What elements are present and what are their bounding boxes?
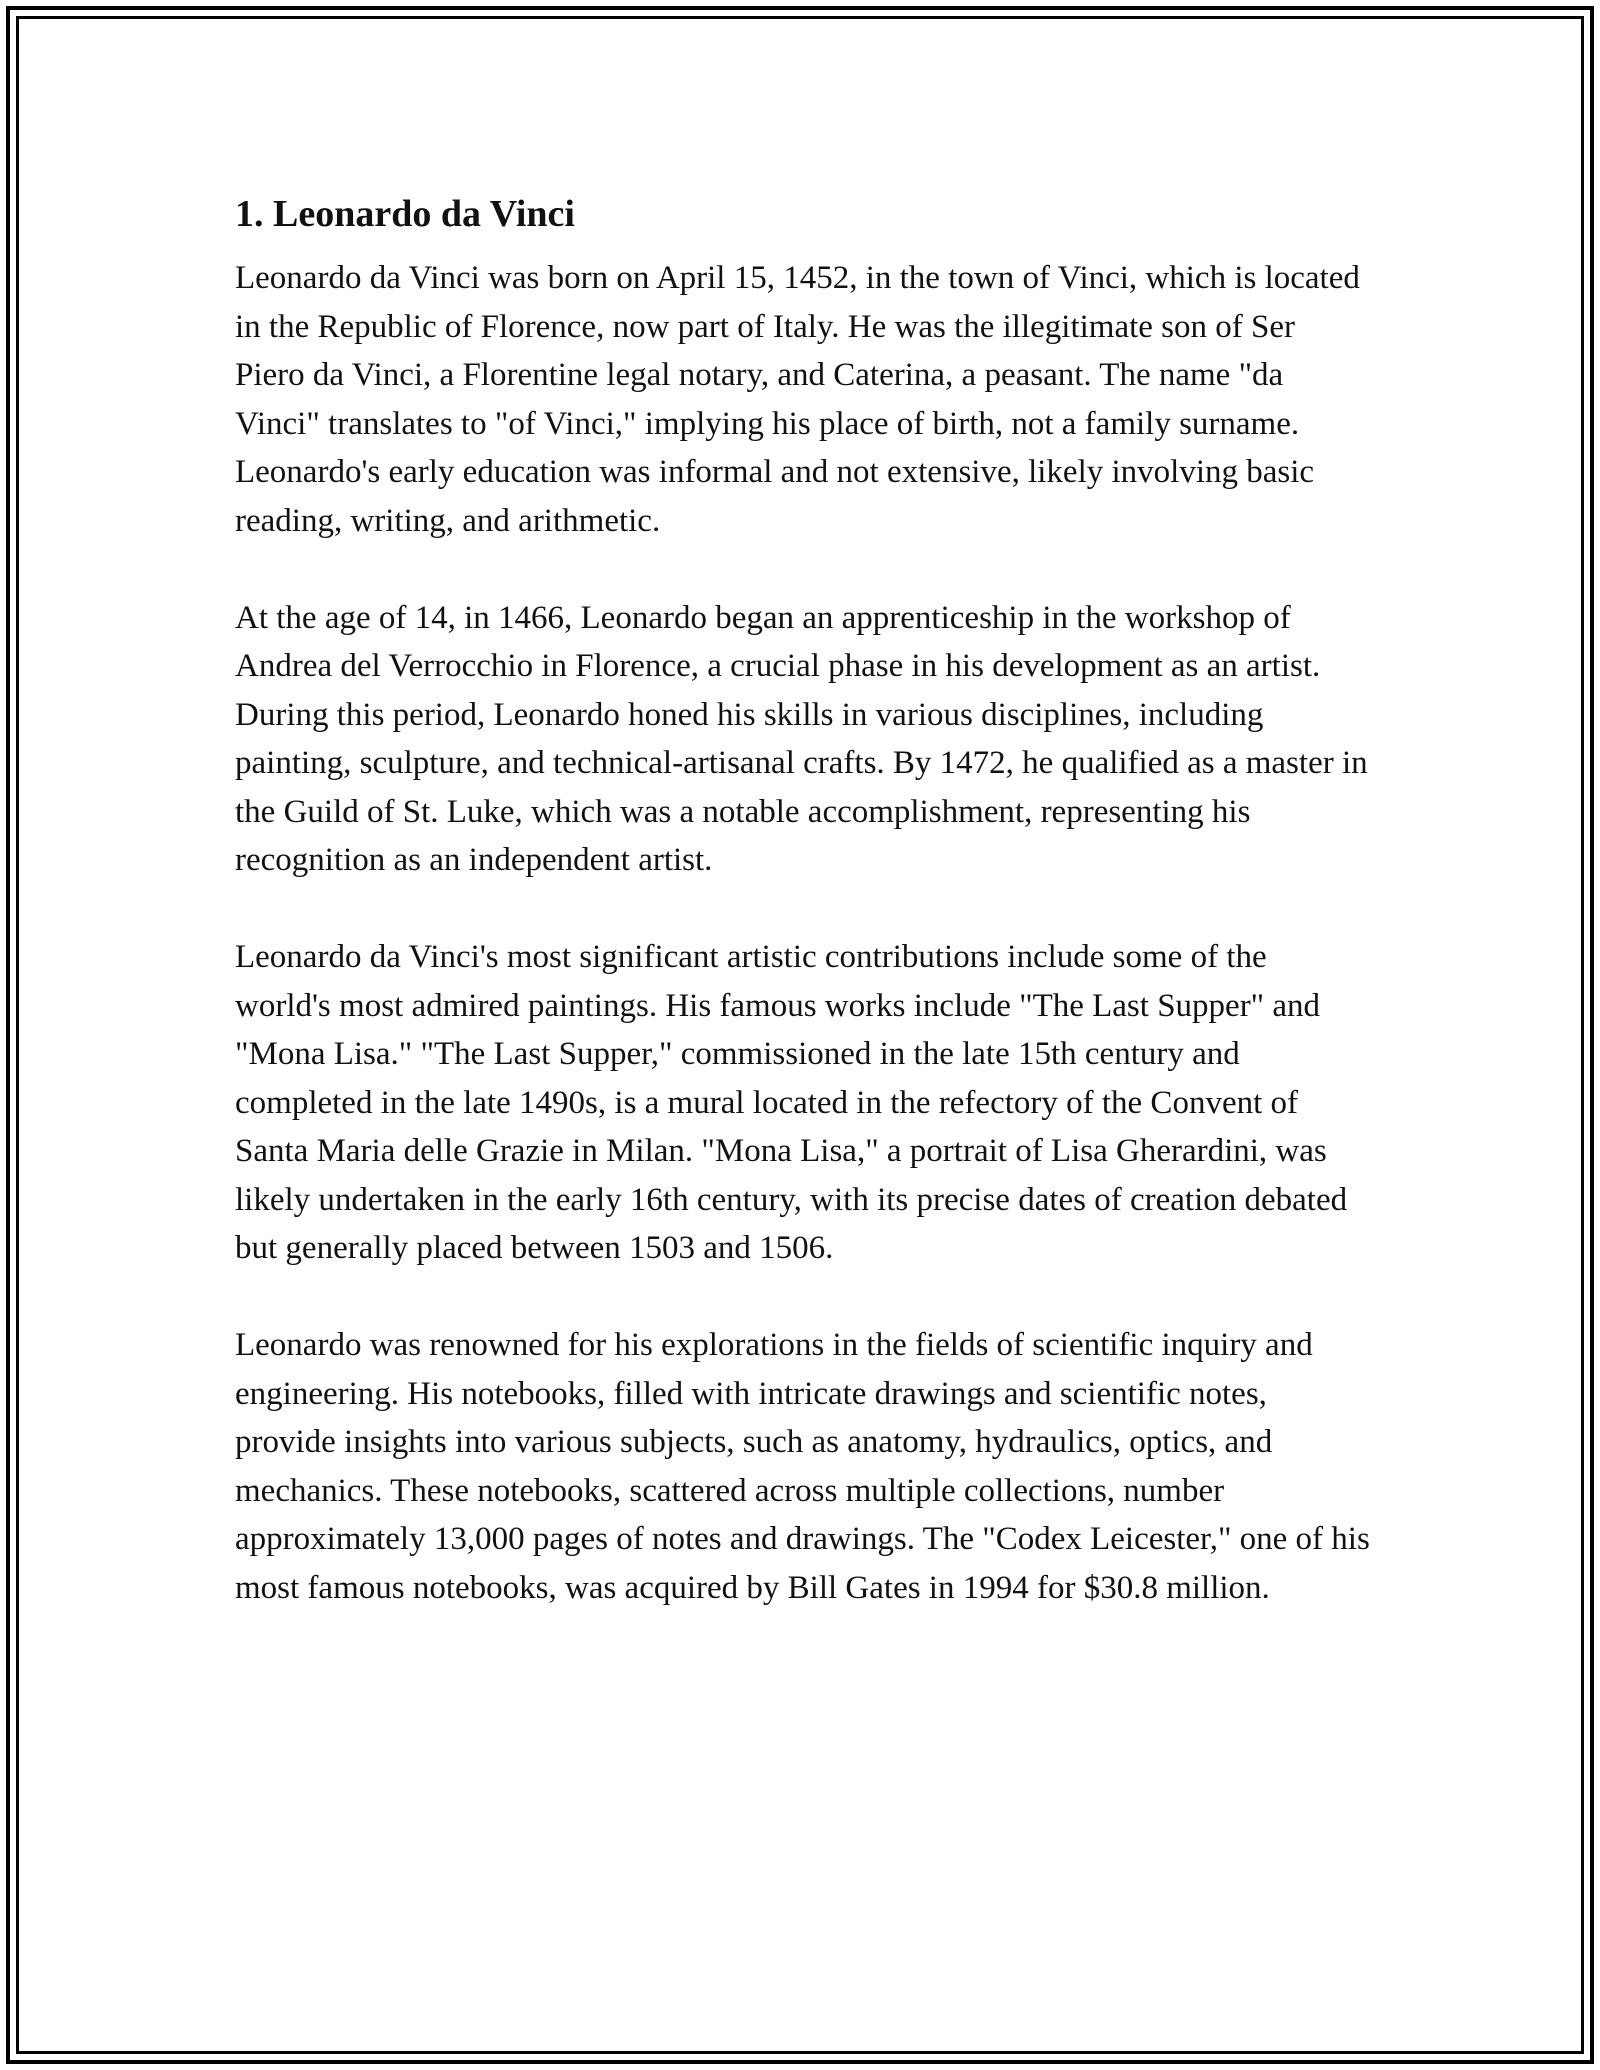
paragraph-scientific-work: Leonardo was renowned for his explorations in the fields of scientific inquiry and engineering. His notebooks, filled with intricate drawings and scientific notes, provide insights into various subjects, such as anatomy, hydraulics, optics, and mechanics. These notebooks, scattered across multiple collections, number approximately 13,000 pages of notes and drawings. The "Codex Leicester," one of his most famous notebooks, was acquired by Bill Gates in 1994 for $30.8 million. [235,1327,1370,1606]
paragraph-apprenticeship: At the age of 14, in 1466, Leonardo began an apprenticeship in the workshop of Andrea del Verrocchio in Florence, a crucial phase in his development as an artist. During this period, Leonardo honed his skills in various disciplines, including painting, sculpture, and technical-artisanal crafts. By 1472, he qualified as a master in the Guild of St. Luke, which was a notable accomplishment, representing his recognition as an independent artist. [235,599,1368,878]
paragraph-early-life: Leonardo da Vinci was born on April 15, 1452, in the town of Vinci, which is located in the Republic of Florence, now part of Italy. He was the illegitimate son of Ser Piero da Vinci, a Florentine legal notary, and Caterina, a peasant. The name "da Vinci" translates to "of Vinci," implying his place of birth, not a family surname. Leonardo's early education was informal and not extensive, likely involving basic reading, writing, and arithmetic. [235,260,1360,539]
section-title: 1. Leonardo da Vinci [235,193,575,235]
paragraph-artistic-works: Leonardo da Vinci's most significant artistic contributions include some of the world's most admired paintings. His famous works include "The Last Supper" and "Mona Lisa." "The Last Supper," commissioned in the late 15th century and completed in the late 1490s, is a mural located in the refectory of the Convent of Santa Maria delle Grazie in Milan. "Mona Lisa," a portrait of Lisa Gherardini, was likely undertaken in the early 16th century, with its precise dates of creation debated but generally placed between 1503 and 1506. [235,939,1348,1266]
document-body [235,186,1370,1661]
